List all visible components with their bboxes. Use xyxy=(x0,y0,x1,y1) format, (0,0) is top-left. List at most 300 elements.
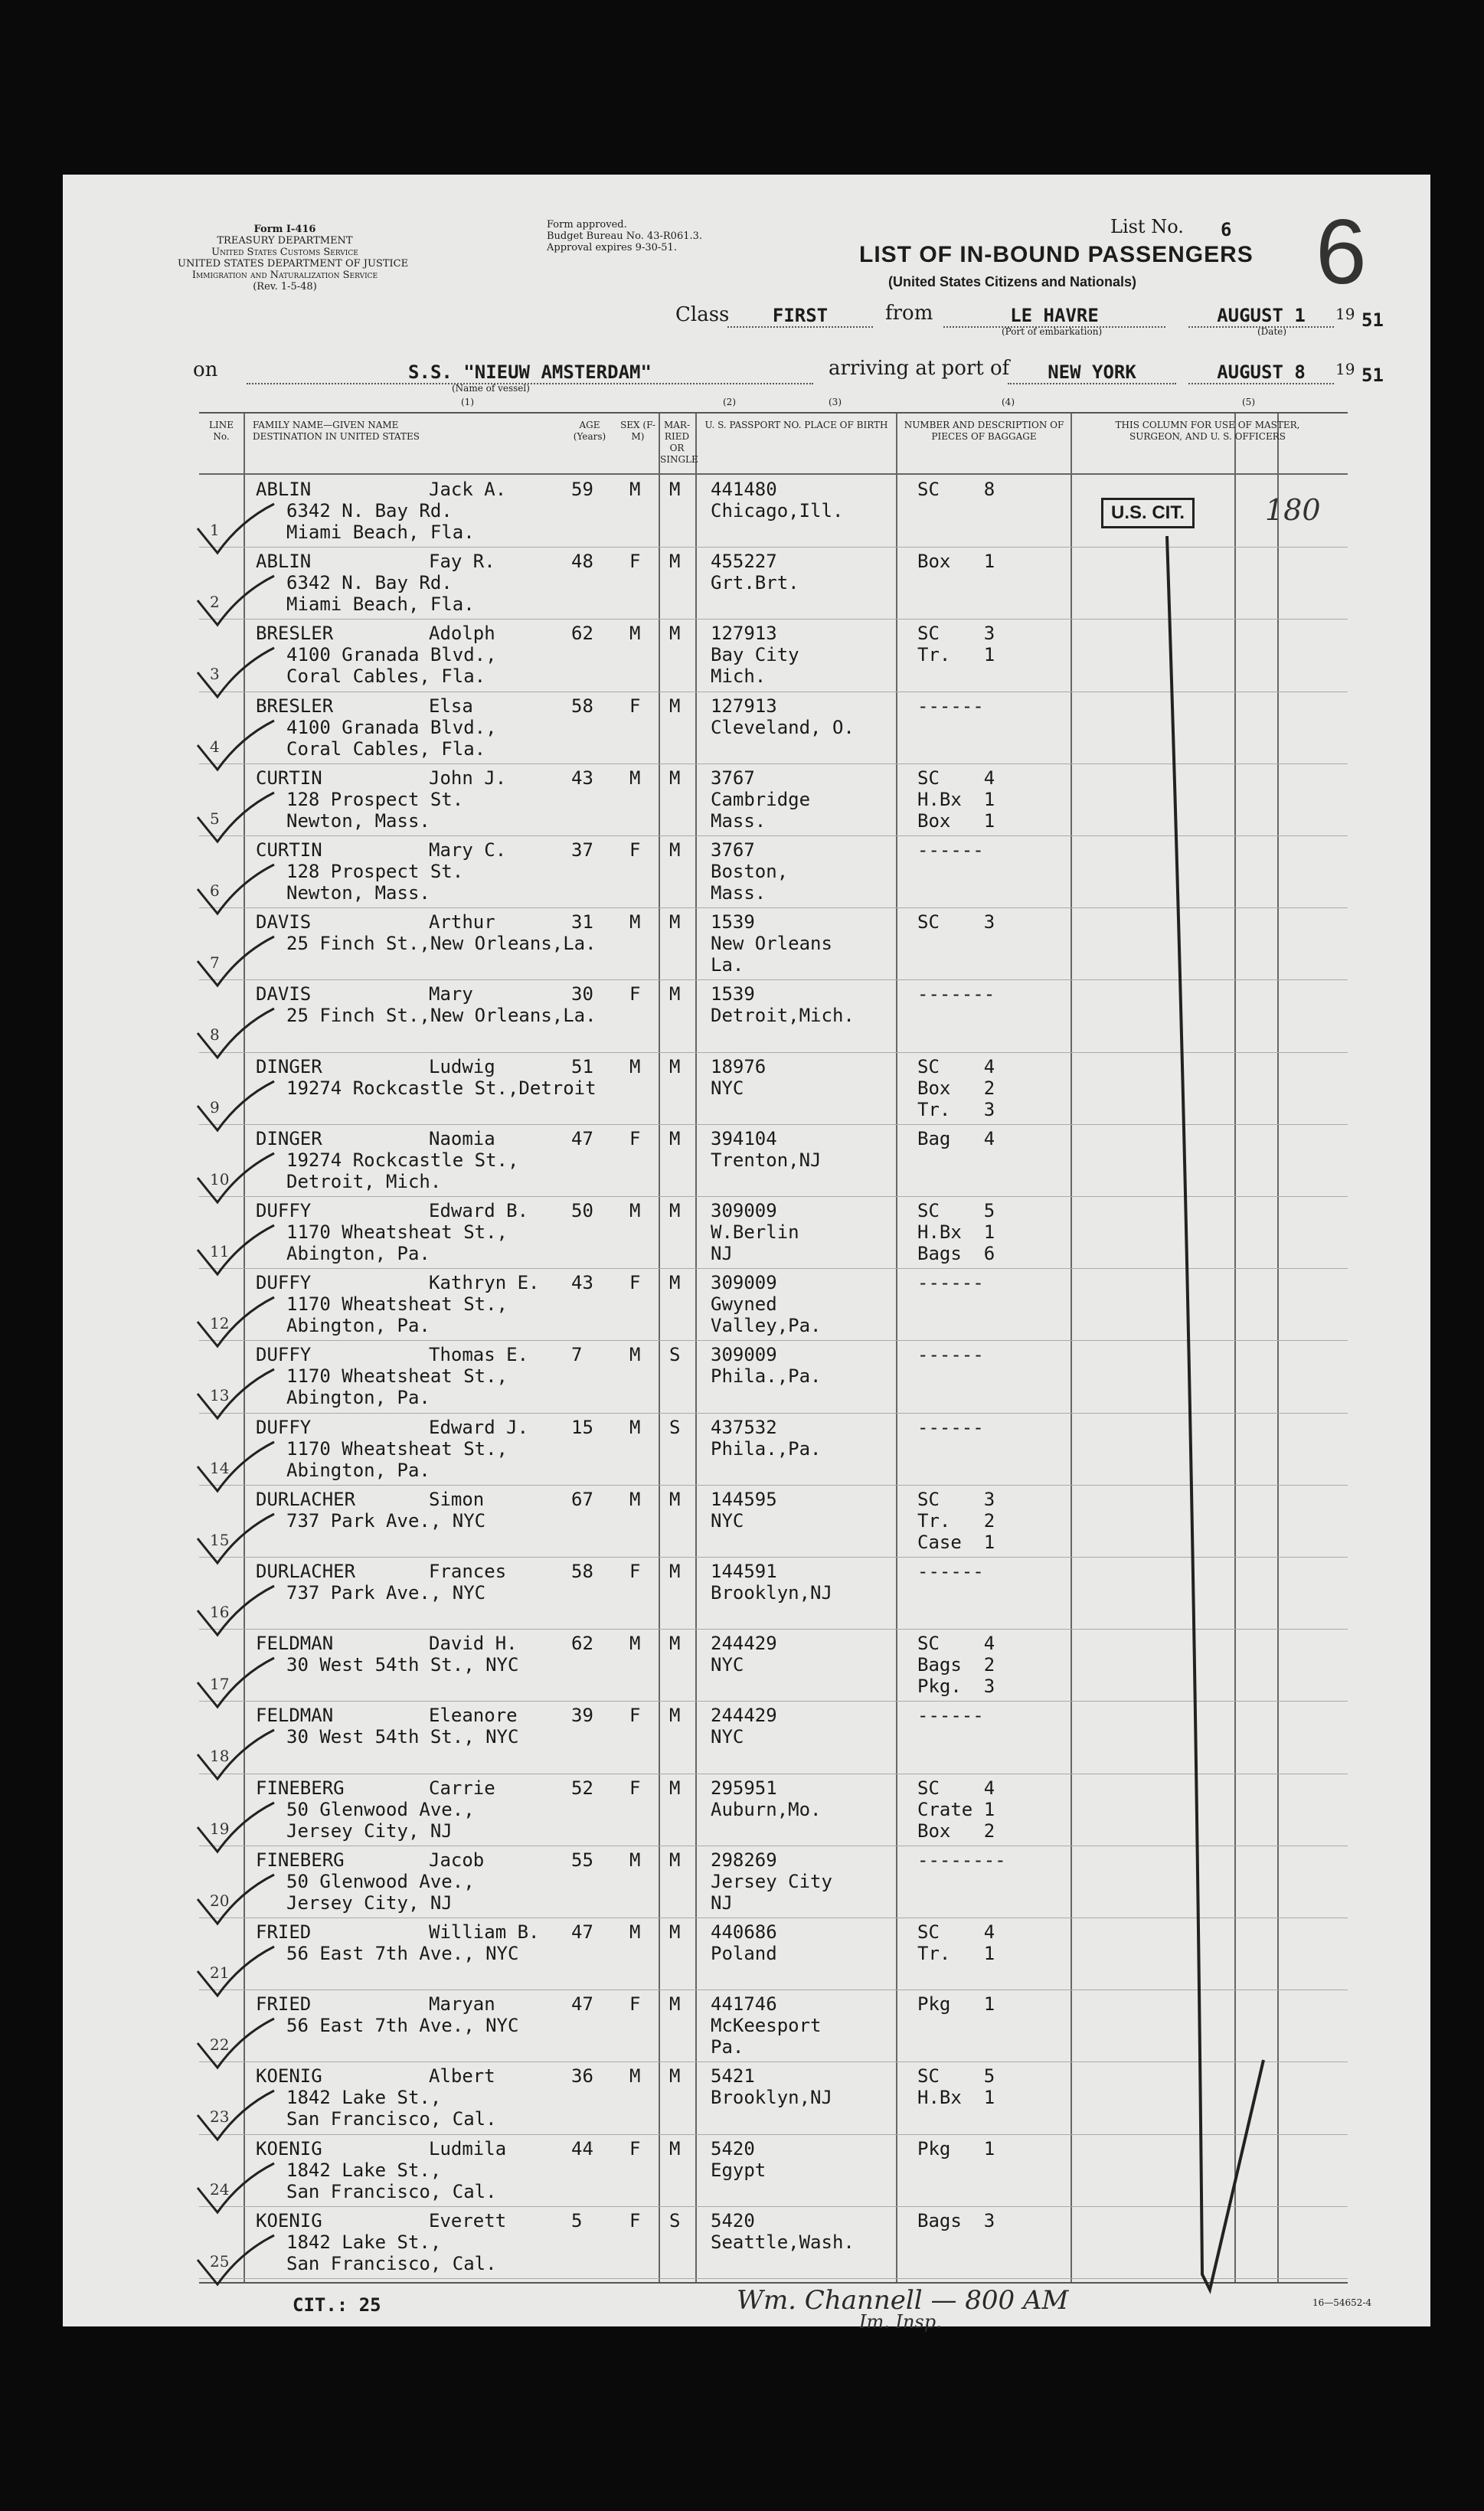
baggage-line-2: Tr. 2 xyxy=(917,1509,995,1532)
approval-block xyxy=(547,219,702,253)
given-name: Naomia xyxy=(429,1127,495,1149)
check-mark-icon xyxy=(194,2229,279,2290)
line-number: 13 xyxy=(210,1386,230,1405)
passport-number: 309009 xyxy=(711,1344,777,1366)
birthplace-line-1: NYC xyxy=(711,1726,744,1748)
sex: M xyxy=(629,1344,641,1366)
family-name: FRIED xyxy=(256,1993,312,2016)
baggage-line-2: H.Bx 1 xyxy=(917,788,995,810)
departure-year-prefix: 19 xyxy=(1335,305,1355,323)
passenger-table xyxy=(199,412,1348,2284)
baggage-line-2: Tr. 1 xyxy=(917,1943,995,1964)
marital-status: M xyxy=(669,1777,681,1799)
address-line-1: 25 Finch St.,New Orleans,La. xyxy=(286,1005,597,1027)
baggage-line-1: ------- xyxy=(917,983,995,1005)
baggage-line-1: Pkg 1 xyxy=(917,1993,995,2016)
family-name: FELDMAN xyxy=(256,1633,334,1655)
age: 36 xyxy=(571,2065,593,2088)
birthplace-line-2: Mass. xyxy=(711,809,767,832)
age: 47 xyxy=(571,1993,593,2016)
address-line-1: 1170 Wheatsheat St., xyxy=(286,1365,508,1388)
vessel-name: S.S. "NIEUW AMSTERDAM" xyxy=(247,361,813,384)
baggage-line-1: ------ xyxy=(917,839,984,861)
baggage-line-1: SC 3 xyxy=(917,623,995,645)
family-name: DUFFY xyxy=(256,1200,312,1221)
checkmark-line-icon xyxy=(1149,528,1271,2305)
birthplace-line-1: New Orleans xyxy=(711,933,832,955)
address-line-1: 50 Glenwood Ave., xyxy=(286,1798,475,1820)
address-line-1: 56 East 7th Ave., NYC xyxy=(286,1943,519,1964)
sex: F xyxy=(629,2137,641,2160)
sex: M xyxy=(629,623,641,645)
age: 58 xyxy=(571,695,593,717)
sex: F xyxy=(629,1561,641,1582)
sex: M xyxy=(629,1488,641,1510)
age: 30 xyxy=(571,983,593,1005)
age: 67 xyxy=(571,1488,593,1510)
birthplace-line-1: Egypt xyxy=(711,2159,767,2181)
age: 31 xyxy=(571,911,593,933)
sex: F xyxy=(629,839,641,861)
marital-status: M xyxy=(669,1993,681,2016)
baggage-line-1: SC 4 xyxy=(917,767,995,789)
sex: M xyxy=(629,911,641,933)
sex: F xyxy=(629,1272,641,1294)
address-line-1: 56 East 7th Ave., NYC xyxy=(286,2015,519,2037)
col-header-sex: SEX (F-M) xyxy=(620,420,655,442)
birthplace-line-1: Poland xyxy=(711,1943,777,1964)
sex: M xyxy=(629,2065,641,2088)
given-name: Adolph xyxy=(429,623,495,645)
given-name: Thomas E. xyxy=(429,1344,529,1366)
birthplace-line-1: NYC xyxy=(711,1654,744,1676)
baggage-line-2: H.Bx 1 xyxy=(917,1221,995,1243)
baggage-line-1: ------ xyxy=(917,1344,984,1366)
passport-number: 5420 xyxy=(711,2137,755,2160)
passport-number: 127913 xyxy=(711,623,777,645)
birthplace-line-1: Bay City xyxy=(711,644,799,666)
age: 55 xyxy=(571,1849,593,1871)
family-name: BRESLER xyxy=(256,695,334,717)
address-line-2: Miami Beach, Fla. xyxy=(286,521,475,543)
family-name: FELDMAN xyxy=(256,1705,334,1727)
marital-status: S xyxy=(669,1416,681,1438)
baggage-line-1: SC 4 xyxy=(917,1777,995,1799)
baggage-line-1: ------ xyxy=(917,1416,984,1438)
baggage-line-1: Box 1 xyxy=(917,551,995,573)
marital-status: S xyxy=(669,2209,681,2231)
address-line-2: San Francisco, Cal. xyxy=(286,2252,497,2274)
line-number: 15 xyxy=(210,1530,230,1549)
passport-number: 5421 xyxy=(711,2065,755,2088)
col-header-age: AGE (Years) xyxy=(573,420,606,442)
line-number: 2 xyxy=(210,593,220,612)
address-line-2: Abington, Pa. xyxy=(286,1459,430,1481)
passport-number: 1539 xyxy=(711,911,755,933)
approval-line-3: Approval expires 9-30-51. xyxy=(547,242,677,253)
address-line-1: 1170 Wheatsheat St., xyxy=(286,1293,508,1316)
line-number: 4 xyxy=(210,737,220,756)
baggage-line-1: Bags 3 xyxy=(917,2209,995,2231)
given-name: Albert xyxy=(429,2065,495,2088)
age: 5 xyxy=(571,2209,583,2231)
address-line-2: Jersey City, NJ xyxy=(286,1819,453,1842)
address-line-1: 19274 Rockcastle St., xyxy=(286,1149,519,1171)
marital-status: M xyxy=(669,623,681,645)
sex: F xyxy=(629,2209,641,2231)
family-name: DAVIS xyxy=(256,911,312,933)
baggage-line-1: SC 3 xyxy=(917,1488,995,1510)
passport-number: 309009 xyxy=(711,1200,777,1221)
sex: M xyxy=(629,1921,641,1943)
sex: F xyxy=(629,695,641,717)
birthplace-line-1: NYC xyxy=(711,1077,744,1099)
address-line-1: 19274 Rockcastle St.,Detroit xyxy=(286,1077,597,1099)
baggage-line-1: ------ xyxy=(917,1272,984,1294)
form-number: Form I-416 xyxy=(253,224,316,235)
col-number-2: (2) xyxy=(723,397,736,407)
col-header-officers: THIS COLUMN FOR USE OF MASTER, SURGEON, AND U. S. OFFICERS xyxy=(1115,420,1300,442)
sex: F xyxy=(629,1705,641,1727)
birthplace-line-1: Cleveland, O. xyxy=(711,716,855,738)
manifest-page xyxy=(63,175,1430,2333)
line-number: 22 xyxy=(210,2035,230,2055)
address-line-2: Miami Beach, Fla. xyxy=(286,593,475,616)
sex: F xyxy=(629,1993,641,2016)
baggage-line-1: -------- xyxy=(917,1849,1006,1871)
family-name: KOENIG xyxy=(256,2065,322,2088)
marital-status: M xyxy=(669,479,681,500)
given-name: Everett xyxy=(429,2209,507,2231)
line-number: 20 xyxy=(210,1891,230,1910)
birthplace-line-1: McKeesport xyxy=(711,2015,822,2037)
given-name: Mary xyxy=(429,983,473,1005)
list-number-value: 6 xyxy=(1221,219,1232,240)
passport-number: 440686 xyxy=(711,1921,777,1943)
age: 48 xyxy=(571,551,593,573)
sex: F xyxy=(629,983,641,1005)
birthplace-line-1: Grt.Brt. xyxy=(711,572,799,594)
marital-status: S xyxy=(669,1344,681,1366)
birthplace-line-2: Pa. xyxy=(711,2036,744,2058)
customs-service: United States Customs Service xyxy=(211,247,358,258)
age: 43 xyxy=(571,767,593,789)
given-name: John J. xyxy=(429,767,507,789)
baggage-line-3: Box 2 xyxy=(917,1819,995,1842)
given-name: Mary C. xyxy=(429,839,507,861)
birthplace-line-1: Gwyned xyxy=(711,1293,777,1316)
col-header-name: FAMILY NAME—GIVEN NAME DESTINATION IN UNITED STATES xyxy=(253,420,420,442)
arrival-date: AUGUST 8 xyxy=(1188,361,1334,384)
baggage-line-1: Pkg 1 xyxy=(917,2137,995,2160)
line-number: 6 xyxy=(210,881,220,900)
passport-number: 394104 xyxy=(711,1127,777,1149)
age: 47 xyxy=(571,1921,593,1943)
passport-number: 5420 xyxy=(711,2209,755,2231)
family-name: DURLACHER xyxy=(256,1488,356,1510)
print-code: 16—54652-4 xyxy=(1312,2297,1372,2308)
birthplace-line-1: Auburn,Mo. xyxy=(711,1798,822,1820)
col-number-5: (5) xyxy=(1242,397,1255,407)
address-line-2: Abington, Pa. xyxy=(286,1387,430,1409)
marital-status: M xyxy=(669,1849,681,1871)
address-line-1: 4100 Granada Blvd., xyxy=(286,716,497,738)
birthplace-line-1: Brooklyn,NJ xyxy=(711,1582,832,1604)
age: 62 xyxy=(571,623,593,645)
birthplace-line-2: Valley,Pa. xyxy=(711,1315,822,1337)
address-line-2: San Francisco, Cal. xyxy=(286,2180,497,2202)
address-line-1: 6342 N. Bay Rd. xyxy=(286,500,453,521)
arrival-port: NEW YORK xyxy=(1008,361,1176,384)
given-name: Kathryn E. xyxy=(429,1272,540,1294)
family-name: DURLACHER xyxy=(256,1561,356,1582)
age: 44 xyxy=(571,2137,593,2160)
family-name: ABLIN xyxy=(256,551,312,573)
given-name: Ludwig xyxy=(429,1055,495,1077)
birthplace-line-2: Mass. xyxy=(711,882,767,904)
marital-status: M xyxy=(669,767,681,789)
marital-status: M xyxy=(669,1055,681,1077)
marital-status: M xyxy=(669,2065,681,2088)
address-line-2: Abington, Pa. xyxy=(286,1315,430,1337)
line-number: 8 xyxy=(210,1025,220,1045)
arrival-year: 51 xyxy=(1361,365,1384,386)
address-line-1: 737 Park Ave., NYC xyxy=(286,1509,486,1532)
address-line-1: 737 Park Ave., NYC xyxy=(286,1582,486,1604)
given-name: Arthur xyxy=(429,911,495,933)
marital-status: M xyxy=(669,695,681,717)
age: 39 xyxy=(571,1705,593,1727)
passport-number: 295951 xyxy=(711,1777,777,1799)
line-number: 10 xyxy=(210,1169,230,1188)
address-line-2: Coral Cables, Fla. xyxy=(286,665,486,688)
passport-number: 1539 xyxy=(711,983,755,1005)
passport-number: 244429 xyxy=(711,1705,777,1727)
birthplace-line-2: NJ xyxy=(711,1891,733,1914)
family-name: BRESLER xyxy=(256,623,334,645)
marital-status: M xyxy=(669,1921,681,1943)
birthplace-line-2: Mich. xyxy=(711,665,767,688)
family-name: FRIED xyxy=(256,1921,312,1943)
address-line-1: 128 Prospect St. xyxy=(286,788,464,810)
vessel-caption: (Name of vessel) xyxy=(452,383,530,394)
birthplace-line-2: NJ xyxy=(711,1243,733,1264)
address-line-2: Coral Cables, Fla. xyxy=(286,737,486,760)
baggage-line-1: SC 4 xyxy=(917,1921,995,1943)
line-number: 3 xyxy=(210,665,220,684)
line-number: 21 xyxy=(210,1963,230,1982)
sex: M xyxy=(629,1055,641,1077)
passport-number: 144595 xyxy=(711,1488,777,1510)
page-subtitle: (United States Citizens and Nationals) xyxy=(888,274,1137,289)
line-number: 1 xyxy=(210,521,220,539)
address-line-2: Newton, Mass. xyxy=(286,882,430,904)
marital-status: M xyxy=(669,1705,681,1727)
birthplace-line-1: Brooklyn,NJ xyxy=(711,2087,832,2109)
baggage-line-2: Box 2 xyxy=(917,1077,995,1099)
address-line-1: 6342 N. Bay Rd. xyxy=(286,572,453,594)
age: 59 xyxy=(571,479,593,500)
col-number-3: (3) xyxy=(829,397,842,407)
class-label: Class xyxy=(675,303,730,326)
address-line-2: Jersey City, NJ xyxy=(286,1891,453,1914)
baggage-line-3: Tr. 3 xyxy=(917,1098,995,1120)
given-name: Maryan xyxy=(429,1993,495,2016)
family-name: ABLIN xyxy=(256,479,312,500)
col-header-baggage: NUMBER AND DESCRIPTION OF PIECES OF BAGGAGE xyxy=(904,420,1064,442)
birthplace-line-1: Seattle,Wash. xyxy=(711,2231,855,2253)
given-name: Carrie xyxy=(429,1777,495,1799)
birthplace-line-2: La. xyxy=(711,954,744,976)
line-number: 7 xyxy=(210,953,220,973)
line-number: 12 xyxy=(210,1314,230,1333)
cit-total: CIT.: 25 xyxy=(293,2294,381,2316)
family-name: FINEBERG xyxy=(256,1777,345,1799)
family-name: DUFFY xyxy=(256,1272,312,1294)
from-label: from xyxy=(885,302,933,325)
baggage-line-1: SC 4 xyxy=(917,1055,995,1077)
age: 15 xyxy=(571,1416,593,1438)
age: 7 xyxy=(571,1344,583,1366)
sex: M xyxy=(629,1200,641,1221)
marital-status: M xyxy=(669,2137,681,2160)
approval-line-1: Form approved. xyxy=(547,219,627,231)
inspector-signature: Wm. Channell — 800 AM xyxy=(737,2285,1069,2316)
embarkation-caption: (Port of embarkation) xyxy=(1002,326,1103,337)
passport-number: 455227 xyxy=(711,551,777,573)
age: 51 xyxy=(571,1055,593,1077)
line-number: 5 xyxy=(210,809,220,828)
passport-number: 437532 xyxy=(711,1416,777,1438)
family-name: FINEBERG xyxy=(256,1849,345,1871)
baggage-line-3: Bags 6 xyxy=(917,1243,995,1264)
baggage-line-1: ------ xyxy=(917,1561,984,1582)
passport-number: 244429 xyxy=(711,1633,777,1655)
baggage-line-3: Case 1 xyxy=(917,1531,995,1553)
birthplace-line-1: Jersey City xyxy=(711,1870,832,1892)
baggage-line-1: SC 5 xyxy=(917,2065,995,2088)
address-line-1: 25 Finch St.,New Orleans,La. xyxy=(286,933,597,955)
birthplace-line-1: Detroit,Mich. xyxy=(711,1005,855,1027)
sex: M xyxy=(629,1633,641,1655)
age: 43 xyxy=(571,1272,593,1294)
baggage-line-3: Pkg. 3 xyxy=(917,1676,995,1698)
arrival-year-prefix: 19 xyxy=(1335,360,1355,378)
given-name: Edward J. xyxy=(429,1416,529,1438)
departure-year: 51 xyxy=(1361,309,1384,331)
col-header-married: MAR-RIED OR SINGLE xyxy=(660,420,698,465)
birthplace-line-1: Boston, xyxy=(711,861,789,882)
marital-status: M xyxy=(669,839,681,861)
given-name: Frances xyxy=(429,1561,507,1582)
baggage-line-2: Crate 1 xyxy=(917,1798,995,1820)
age: 62 xyxy=(571,1633,593,1655)
passport-number: 298269 xyxy=(711,1849,777,1871)
line-number: 11 xyxy=(210,1242,230,1260)
baggage-line-1: SC 8 xyxy=(917,479,995,500)
passport-number: 441746 xyxy=(711,1993,777,2016)
baggage-line-2: Bags 2 xyxy=(917,1654,995,1676)
age: 47 xyxy=(571,1127,593,1149)
sex: M xyxy=(629,1416,641,1438)
line-number: 25 xyxy=(210,2251,230,2271)
passport-number: 441480 xyxy=(711,479,777,500)
class-value: FIRST xyxy=(727,305,873,328)
sex: M xyxy=(629,767,641,789)
given-name: Eleanore xyxy=(429,1705,518,1727)
col-number-1: (1) xyxy=(461,397,474,407)
given-name: Jack A. xyxy=(429,479,507,500)
justice-dept: UNITED STATES DEPARTMENT OF JUSTICE xyxy=(178,258,409,270)
address-line-2: San Francisco, Cal. xyxy=(286,2108,497,2130)
sex: M xyxy=(629,479,641,500)
col-header-line-no: LINE No. xyxy=(209,420,234,442)
marital-status: M xyxy=(669,983,681,1005)
sex: F xyxy=(629,1127,641,1149)
ins-service: Immigration and Naturalization Service xyxy=(191,270,378,281)
col-header-passport: U. S. PASSPORT NO. PLACE OF BIRTH xyxy=(704,420,888,430)
given-name: Jacob xyxy=(429,1849,485,1871)
baggage-line-1: ------ xyxy=(917,695,984,717)
age: 37 xyxy=(571,839,593,861)
age: 52 xyxy=(571,1777,593,1799)
marital-status: M xyxy=(669,1272,681,1294)
baggage-line-1: ------ xyxy=(917,1705,984,1727)
given-name: David H. xyxy=(429,1633,518,1655)
us-citizen-stamp: U.S. CIT. xyxy=(1101,498,1195,528)
address-line-1: 1170 Wheatsheat St., xyxy=(286,1437,508,1460)
birthplace-line-1: Trenton,NJ xyxy=(711,1149,822,1171)
address-line-1: 1842 Lake St., xyxy=(286,2087,442,2109)
citizen-count-note: 180 xyxy=(1265,493,1321,527)
address-line-1: 1170 Wheatsheat St., xyxy=(286,1221,508,1243)
family-name: CURTIN xyxy=(256,767,322,789)
given-name: Fay R. xyxy=(429,551,495,573)
date-caption: (Date) xyxy=(1257,326,1287,337)
given-name: Simon xyxy=(429,1488,485,1510)
passport-number: 309009 xyxy=(711,1272,777,1294)
baggage-line-1: Bag 4 xyxy=(917,1127,995,1149)
inspector-title: Im. Insp. xyxy=(859,2311,942,2333)
family-name: KOENIG xyxy=(256,2137,322,2160)
marital-status: M xyxy=(669,1200,681,1221)
embarkation-port: LE HAVRE xyxy=(943,305,1165,328)
family-name: DINGER xyxy=(256,1055,322,1077)
address-line-1: 30 West 54th St., NYC xyxy=(286,1654,519,1676)
address-line-1: 128 Prospect St. xyxy=(286,861,464,882)
family-name: DAVIS xyxy=(256,983,312,1005)
line-number: 19 xyxy=(210,1819,230,1838)
family-name: DUFFY xyxy=(256,1344,312,1366)
given-name: Elsa xyxy=(429,695,473,717)
page-title: LIST OF IN-BOUND PASSENGERS xyxy=(859,242,1254,267)
line-number: 16 xyxy=(210,1603,230,1621)
sex: M xyxy=(629,1849,641,1871)
marital-status: M xyxy=(669,1127,681,1149)
marital-status: M xyxy=(669,1633,681,1655)
family-name: DUFFY xyxy=(256,1416,312,1438)
given-name: Ludmila xyxy=(429,2137,507,2160)
list-number-handwritten: 6 xyxy=(1316,201,1367,303)
address-line-1: 1842 Lake St., xyxy=(286,2159,442,2181)
list-number-label: List No. xyxy=(1110,216,1184,237)
age: 58 xyxy=(571,1561,593,1582)
birthplace-line-1: Chicago,Ill. xyxy=(711,500,844,521)
line-number: 23 xyxy=(210,2107,230,2127)
birthplace-line-1: Cambridge xyxy=(711,788,811,810)
address-line-1: 30 West 54th St., NYC xyxy=(286,1726,519,1748)
baggage-line-1: SC 5 xyxy=(917,1200,995,1221)
